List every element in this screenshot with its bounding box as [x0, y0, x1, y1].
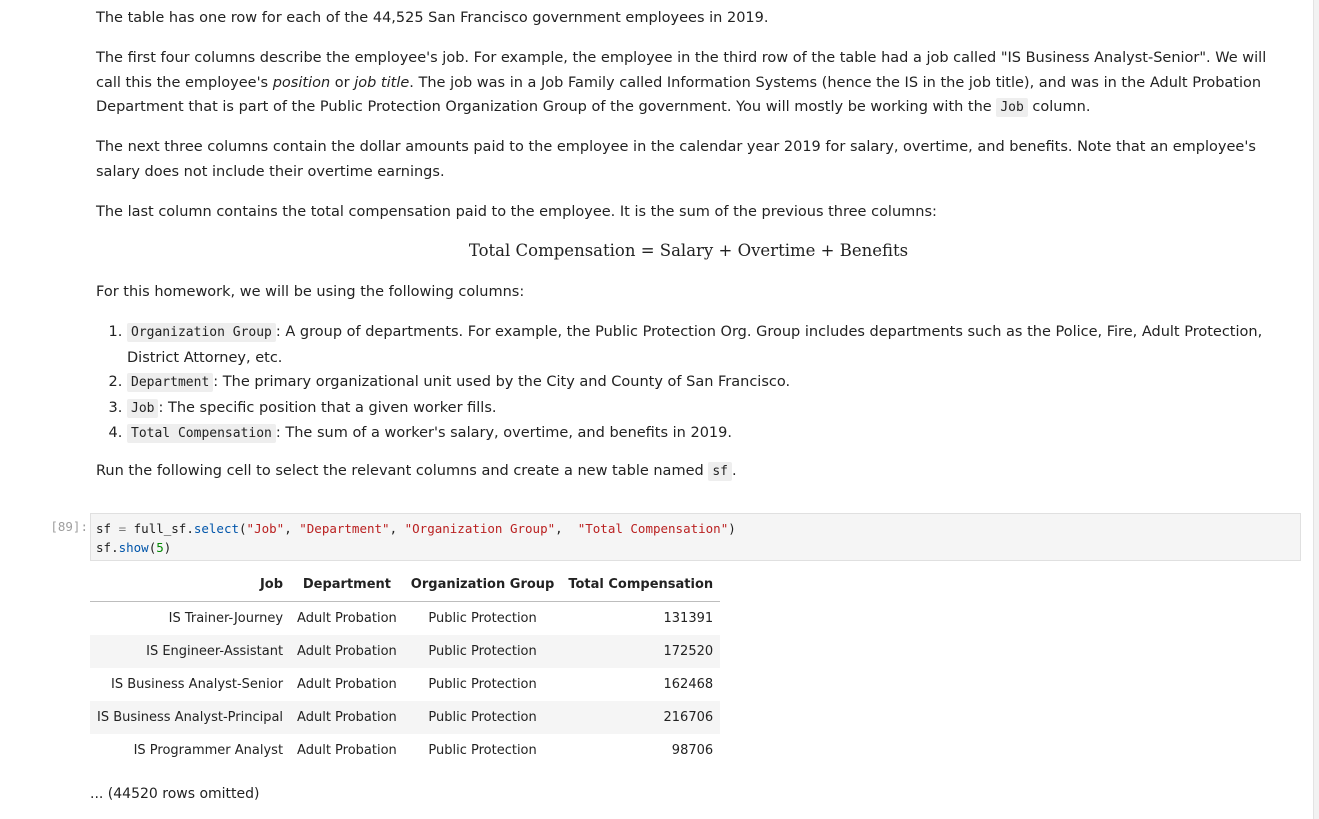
list-item: [127, 421, 1287, 447]
table-cell: 172520: [561, 635, 720, 668]
table-cell: Public Protection: [428, 611, 537, 626]
code-token: ): [163, 540, 172, 555]
code-token: .: [186, 521, 194, 536]
column-header: Job: [90, 568, 290, 602]
text-segment: The first four columns describe the employee's job. For example, the employee in the third row of the table had a job called "IS Business Analyst-Senior". We will call this the employee's: [96, 50, 1267, 91]
table-cell: 216706: [561, 701, 720, 734]
table-row: [90, 701, 720, 734]
code-token: ,: [284, 521, 300, 536]
table-cell: Adult Probation: [290, 701, 404, 734]
markdown-paragraph-intro: [96, 6, 1286, 31]
text-segment: .: [731, 463, 737, 479]
markdown-paragraph-money-columns: [96, 135, 1286, 184]
execution-count-prompt: [89]:: [50, 519, 88, 534]
markdown-paragraph-total: [96, 200, 1286, 225]
table-cell: 131391: [663, 611, 714, 626]
code-token: ,: [389, 521, 405, 536]
list-item-desc: : The specific position that a given worker fills.: [158, 399, 497, 416]
code-token: sf: [96, 540, 112, 555]
inline-code-job: Job: [996, 98, 1027, 117]
text-segment: Run the following cell to select the relevant columns and create a new table named: [96, 463, 709, 479]
money-columns-text: The next three columns contain the dollar amounts paid to the employee in the calendar year 2019 for salary, overtime, and benefits. Note that an employee's salary does not include their overtime earnings.: [96, 139, 1256, 180]
table-cell: Public Protection: [428, 677, 537, 692]
emphasis-position: position: [272, 74, 331, 91]
table-cell: Adult Probation: [290, 635, 404, 668]
code-text[interactable]: [91, 514, 1300, 557]
column-header: Organization Group: [404, 568, 562, 602]
table-row: [90, 635, 720, 668]
column-header: Total Compensation: [561, 568, 720, 602]
table-cell: IS Trainer-Journey: [168, 611, 284, 626]
run-text: [96, 459, 1286, 485]
code-token: sf: [96, 521, 112, 536]
inline-code-sf: sf: [708, 462, 732, 481]
table-cell: Adult Probation: [297, 611, 397, 626]
vertical-scrollbar[interactable]: [1313, 0, 1319, 819]
inline-code: Job: [127, 399, 158, 418]
table-cell: Public Protection: [404, 635, 562, 668]
text-segment: . The job was in a Job Family called Information Systems (hence the IS in the job title), and was in the Adult Probation Department that is part of the Public Protection Organization Group of the government. You will mostly be working with the: [96, 74, 1262, 115]
list-item: [127, 370, 1287, 396]
list-item: [127, 396, 1287, 422]
code-token: "Department": [299, 521, 390, 536]
table-cell: Adult Probation: [297, 677, 397, 692]
math-formula: Total Compensation = Salary + Overtime + Benefits: [468, 241, 909, 260]
text-segment: or: [330, 74, 355, 91]
code-token: 5: [156, 540, 164, 555]
list-item-desc: : The primary organizational unit used by the City and County of San Francisco.: [213, 374, 791, 390]
table-cell: IS Programmer Analyst: [133, 743, 284, 758]
table-cell: Public Protection: [404, 701, 562, 734]
markdown-paragraph-job-columns: [96, 46, 1286, 121]
text-segment: column.: [1027, 99, 1091, 115]
table-cell: 98706: [671, 743, 714, 758]
list-item-desc: : The sum of a worker's salary, overtime, and benefits in 2019.: [275, 425, 732, 441]
table-cell: 162468: [663, 677, 714, 692]
code-token: (: [239, 521, 247, 536]
inline-code: Total Compensation: [127, 424, 276, 443]
table-row: [90, 602, 720, 636]
output-table: [90, 568, 720, 767]
list-item-desc: : A group of departments. For example, the Public Protection Org. Group includes departments such as the Police, Fire, Adult Protection, District Attorney, etc.: [127, 324, 1263, 366]
columns-list: [96, 320, 1287, 447]
inline-code: Department: [127, 373, 213, 392]
code-token: "Total Compensation": [577, 521, 729, 536]
code-token: "Job": [246, 521, 285, 536]
table-row: [90, 668, 720, 701]
code-token: .: [111, 540, 119, 555]
code-token: =: [111, 521, 134, 536]
code-cell-editor[interactable]: [90, 513, 1301, 561]
code-token: ,: [555, 521, 578, 536]
table-row: [90, 734, 720, 767]
code-token: ): [728, 521, 736, 536]
code-token: full_sf: [133, 521, 187, 536]
columns-intro-text: For this homework, we will be using the following columns:: [96, 284, 525, 300]
code-token: (: [148, 540, 157, 555]
code-token: show: [118, 540, 149, 555]
code-token: select: [193, 521, 240, 536]
rows-omitted-note: ... (44520 rows omitted): [90, 786, 260, 802]
job-columns-text: [96, 46, 1286, 121]
markdown-paragraph-columns-intro: [96, 280, 1286, 305]
table-cell: Public Protection: [428, 743, 537, 758]
table-cell: IS Business Analyst-Principal: [90, 701, 290, 734]
table-cell: IS Engineer-Assistant: [90, 635, 290, 668]
table-cell: Adult Probation: [297, 743, 397, 758]
emphasis-job-title: job title: [354, 74, 410, 91]
intro-text: The table has one row for each of the 44,525 San Francisco government employees in 2019.: [96, 10, 769, 26]
inline-code: Organization Group: [127, 323, 276, 342]
total-text: The last column contains the total compensation paid to the employee. It is the sum of the previous three columns:: [96, 204, 937, 220]
markdown-paragraph-run: [96, 459, 1286, 485]
code-token: "Organization Group": [404, 521, 556, 536]
list-item: [127, 320, 1287, 370]
table-cell: IS Business Analyst-Senior: [111, 677, 284, 692]
table-header-row: [90, 568, 720, 602]
column-header: Department: [290, 568, 404, 602]
